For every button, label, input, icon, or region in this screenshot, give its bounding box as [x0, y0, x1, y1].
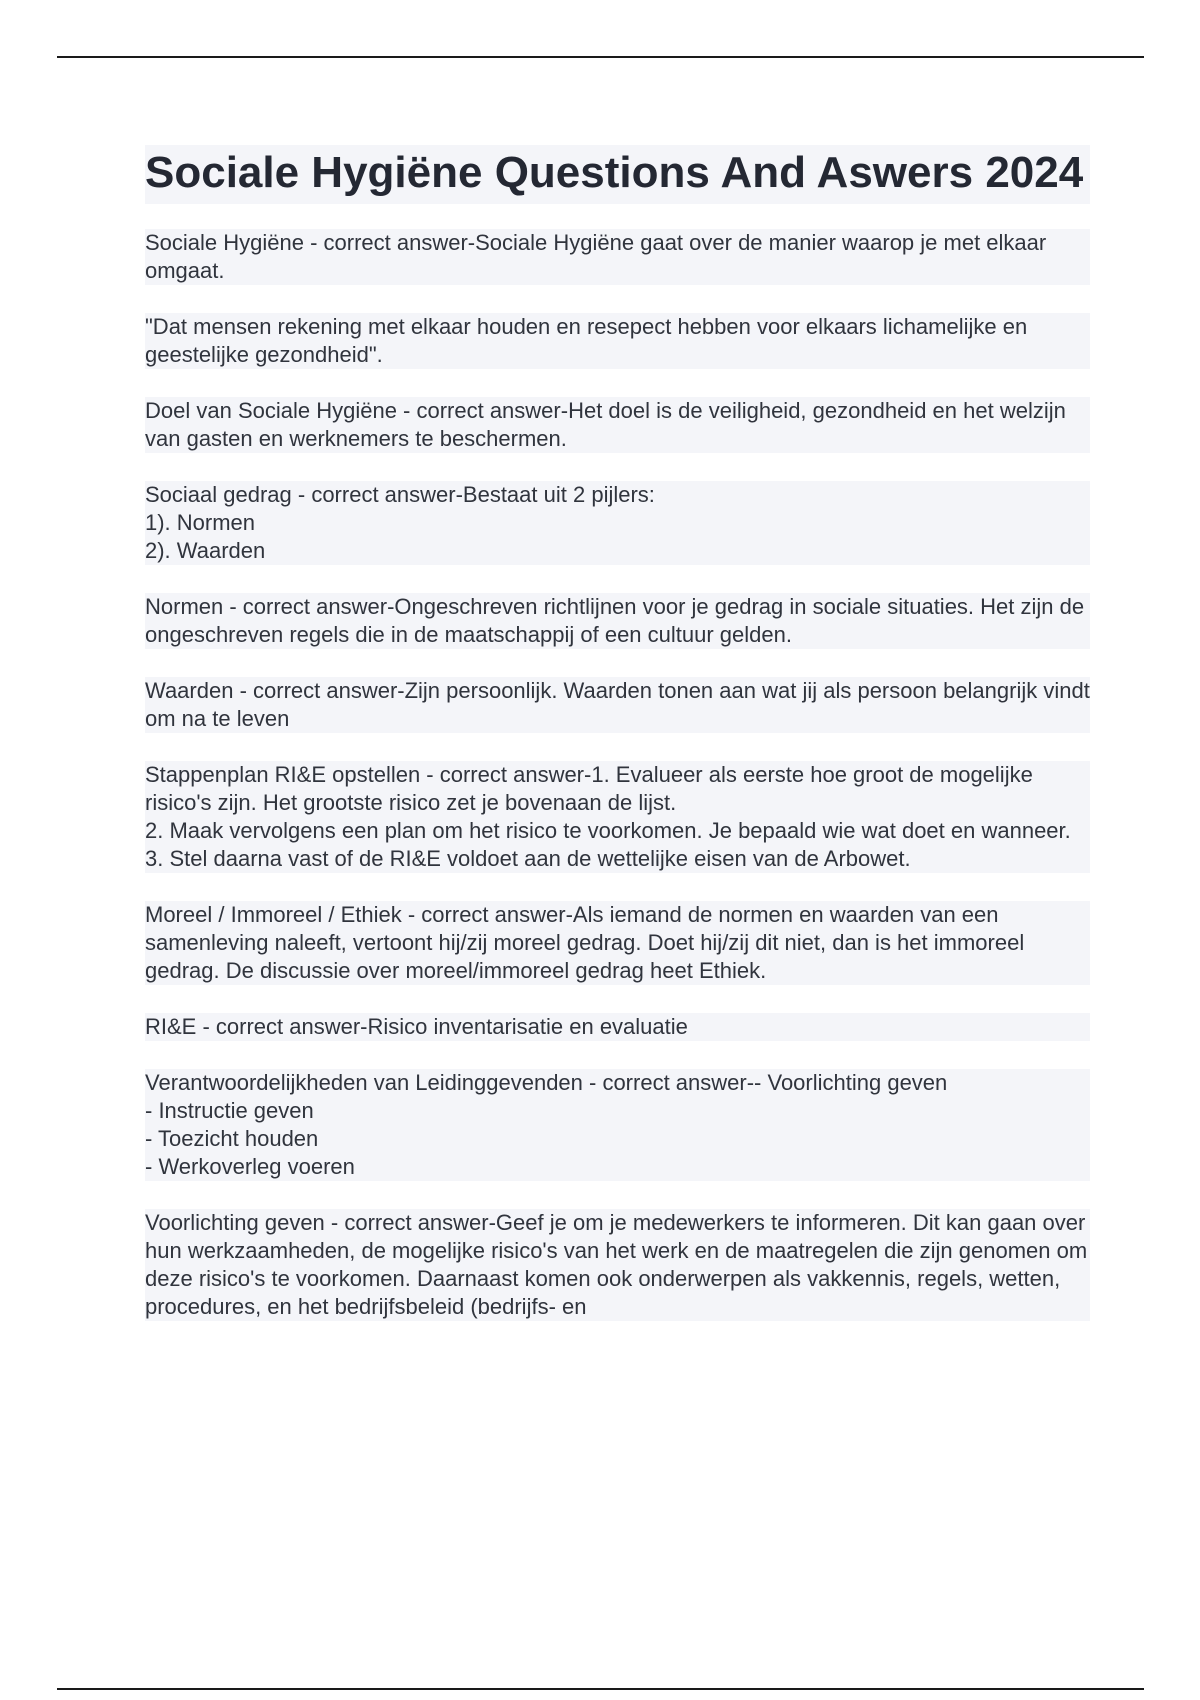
qa-entry-quote: "Dat mensen rekening met elkaar houden en resepect hebben voor elkaars lichamelijke en geestelijke gezondheid". [145, 313, 1090, 369]
top-rule [57, 56, 1144, 58]
qa-entry-sociale-hygiene: Sociale Hygiëne - correct answer-Sociale Hygiëne gaat over de manier waarop je met elkaar omgaat. [145, 229, 1090, 285]
document-title: Sociale Hygiëne Questions And Aswers 2024 [145, 145, 1090, 204]
qa-entry-moreel: Moreel / Immoreel / Ethiek - correct answer-Als iemand de normen en waarden van een samenleving naleeft, vertoont hij/zij moreel gedrag. Doet hij/zij dit niet, dan is het immoreel gedrag. De discussie over moreel/immoreel gedrag heet Ethiek. [145, 901, 1090, 985]
qa-entry-sociaal-gedrag: Sociaal gedrag - correct answer-Bestaat uit 2 pijlers: 1). Normen 2). Waarden [145, 481, 1090, 565]
qa-entry-voorlichting: Voorlichting geven - correct answer-Geef je om je medewerkers te informeren. Dit kan gaan over hun werkzaamheden, de mogelijke risico's van het werk en de maatregelen die zijn genomen om deze risico's te voorkomen. Daarnaast komen ook onderwerpen als vakkennis, regels, wetten, procedures, en het bedrijfsbeleid (bedrijfs- en [145, 1210, 1094, 1319]
bottom-rule [57, 1688, 1144, 1690]
qa-entry-rie: RI&E - correct answer-Risico inventarisatie en evaluatie [145, 1013, 1090, 1041]
document-body [145, 145, 1096, 1349]
qa-entry-waarden: Waarden - correct answer-Zijn persoonlijk. Waarden tonen aan wat jij als persoon belangrijk vindt om na te leven [145, 678, 1096, 731]
qa-list [145, 229, 1096, 1321]
qa-entry-verantwoordelijkheden: Verantwoordelijkheden van Leidinggevenden - correct answer-- Voorlichting geven - Instructie geven - Toezicht houden - Werkoverleg voeren [145, 1069, 1090, 1181]
qa-entry-doel: Doel van Sociale Hygiëne - correct answer-Het doel is de veiligheid, gezondheid en het welzijn van gasten en werknemers te beschermen. [145, 397, 1090, 453]
qa-entry-stappenplan: Stappenplan RI&E opstellen - correct answer-1. Evalueer als eerste hoe groot de mogelijke risico's zijn. Het grootste risico zet je bovenaan de lijst. 2. Maak vervolgens een plan om het risico te voorkomen. Je bepaald wie wat doet en wanneer. 3. Stel daarna vast of de RI&E voldoet aan de wettelijke eisen van de Arbowet. [145, 761, 1090, 873]
qa-entry-normen: Normen - correct answer-Ongeschreven richtlijnen voor je gedrag in sociale situaties. Het zijn de ongeschreven regels die in de maatschappij of een cultuur gelden. [145, 594, 1091, 647]
